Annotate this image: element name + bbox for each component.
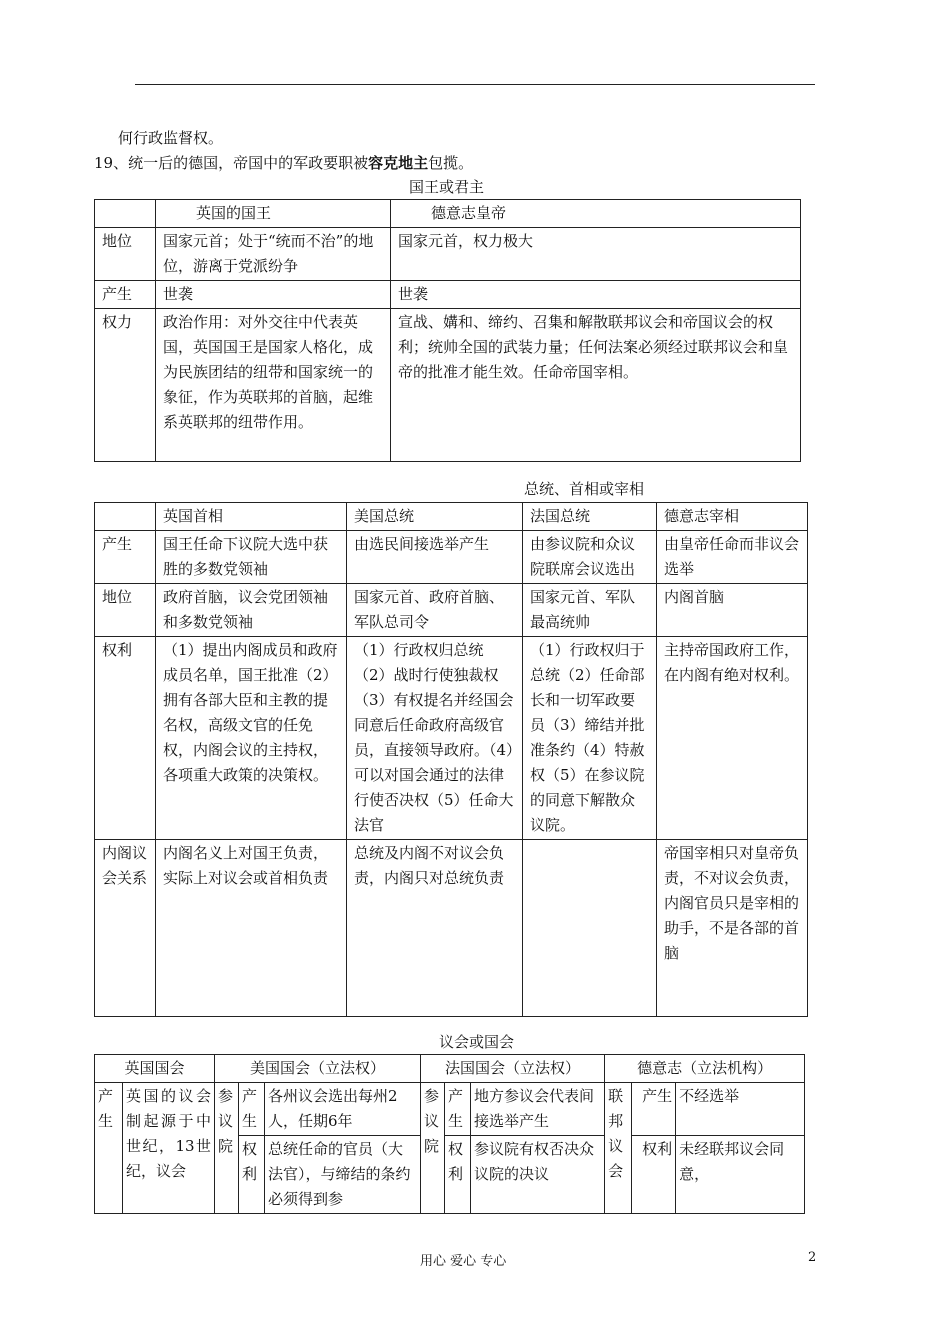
row-label: 权利 (95, 637, 156, 840)
table-cell: 世袭 (391, 281, 801, 309)
table-cell: 主持帝国政府工作，在内阁有绝对权利。 (657, 637, 808, 840)
table-row (95, 840, 808, 1017)
header-cell (95, 200, 156, 228)
chamber-label: 参议院 (215, 1083, 239, 1214)
table3-caption: 议会或国会 (438, 1033, 514, 1051)
table-row (95, 309, 801, 462)
row-label: 地位 (95, 584, 156, 637)
header-cell: 美国国会（立法权） (215, 1055, 421, 1083)
table-header-row (95, 503, 808, 531)
header-cell (95, 503, 156, 531)
table-cell: 内阁首脑 (657, 584, 808, 637)
header-cell: 英国首相 (156, 503, 347, 531)
row-label: 权力 (95, 309, 156, 462)
parliament-table (94, 1054, 805, 1214)
header-cell: 德意志宰相 (657, 503, 808, 531)
table-cell: 由参议院和众议院联席会议选出 (523, 531, 657, 584)
header-cell: 法国国会（立法权） (421, 1055, 605, 1083)
intro-text-end: 包揽。 (428, 154, 474, 172)
table-cell: 未经联邦议会同意， (676, 1136, 805, 1214)
row-label: 产生 (632, 1083, 676, 1136)
table-cell: 由选民间接选举产生 (347, 531, 523, 584)
chamber-label: 参议院 (421, 1083, 445, 1214)
table-cell (523, 840, 657, 1017)
intro-line-2 (94, 151, 473, 175)
header-cell: 英国的国王 (156, 200, 391, 228)
table-row (95, 281, 801, 309)
table-cell: 参议院有权否决众议院的决议 (471, 1136, 605, 1214)
table-cell: 宣战、媾和、缔约、召集和解散联邦议会和帝国议会的权利；统帅全国的武装力量；任何法案必须经过联邦议会和皇帝的批准才能生效。任命帝国宰相。 (391, 309, 801, 462)
head-of-government-table (94, 502, 808, 1017)
table1-caption: 国王或君主 (408, 178, 484, 196)
monarch-table (94, 199, 801, 462)
chamber-label: 联邦议会 (605, 1083, 632, 1214)
header-cell: 美国总统 (347, 503, 523, 531)
header-cell: 德意志（立法机构） (605, 1055, 805, 1083)
table-cell: 总统及内阁不对议会负责，内阁只对总统负责 (347, 840, 523, 1017)
header-rule (135, 84, 815, 85)
header-cell: 德意志皇帝 (391, 200, 801, 228)
table-cell: 国家元首，权力极大 (391, 228, 801, 281)
row-label: 地位 (95, 228, 156, 281)
table-cell: 不经选举 (676, 1083, 805, 1136)
intro-text: 19、统一后的德国，帝国中的军政要职被 (94, 154, 369, 172)
table-cell: 内阁名义上对国王负责，实际上对议会或首相负责 (156, 840, 347, 1017)
table-cell: 国家元首、军队最高统帅 (523, 584, 657, 637)
row-label: 产生 (95, 531, 156, 584)
row-label: 权利 (632, 1136, 676, 1214)
row-label: 产生 (95, 1083, 123, 1214)
table-cell: 世袭 (156, 281, 391, 309)
table-header-row (95, 1055, 805, 1083)
table-cell: 国王任命下议院大选中获胜的多数党领袖 (156, 531, 347, 584)
row-label: 权利 (239, 1136, 265, 1214)
table-row (95, 531, 808, 584)
table-cell: 英国的议会制起源于中世纪，13世纪，议会 (123, 1083, 215, 1214)
table-cell: （1）行政权归于总统（2）任命部长和一切军政要员（3）缔结并批准条约（4）特赦权（5）在参议院的同意下解散众议院。 (523, 637, 657, 840)
header-cell: 法国总统 (523, 503, 657, 531)
table-cell: 地方参议会代表间接选举产生 (471, 1083, 605, 1136)
table-row (95, 637, 808, 840)
row-label: 内阁议会关系 (95, 840, 156, 1017)
table-cell: 由皇帝任命而非议会选举 (657, 531, 808, 584)
row-label: 产生 (95, 281, 156, 309)
header-cell: 英国国会 (95, 1055, 215, 1083)
table-row (95, 228, 801, 281)
table-cell: （1）提出内阁成员和政府成员名单，国王批准（2）拥有各部大臣和主教的提名权，高级文官的任免权，内阁会议的主持权，各项重大政策的决策权。 (156, 637, 347, 840)
table-cell: 各州议会选出每州2人，任期6年 (265, 1083, 421, 1136)
row-label: 产生 (445, 1083, 471, 1136)
intro-bold-term: 容克地主 (368, 154, 429, 172)
table-row (95, 1083, 805, 1136)
intro-line-1: 何行政监督权。 (118, 129, 224, 147)
table2-caption: 总统、首相或宰相 (523, 480, 644, 498)
table-cell: 国家元首；处于“统而不治”的地位，游离于党派纷争 (156, 228, 391, 281)
table-header-row (95, 200, 801, 228)
footer-motto: 用心 爱心 专心 (420, 1254, 507, 1269)
table-cell: 政府首脑，议会党团领袖和多数党领袖 (156, 584, 347, 637)
row-label: 权利 (445, 1136, 471, 1214)
page-number: 2 (808, 1250, 817, 1265)
table-cell: 帝国宰相只对皇帝负责，不对议会负责，内阁官员只是宰相的助手，不是各部的首脑 (657, 840, 808, 1017)
table-cell: 国家元首、政府首脑、军队总司令 (347, 584, 523, 637)
row-label: 产生 (239, 1083, 265, 1136)
table-cell: 总统任命的官员（大法官），与缔结的条约必须得到参 (265, 1136, 421, 1214)
table-row (95, 584, 808, 637)
table-cell: 政治作用：对外交往中代表英国，英国国王是国家人格化，成为民族团结的纽带和国家统一的象征，作为英联邦的首脑，起维系英联邦的纽带作用。 (156, 309, 391, 462)
table-cell: （1）行政权归总统（2）战时行使独裁权（3）有权提名并经国会同意后任命政府高级官员，直接领导政府。（4）可以对国会通过的法律行使否决权（5）任命大法官 (347, 637, 523, 840)
